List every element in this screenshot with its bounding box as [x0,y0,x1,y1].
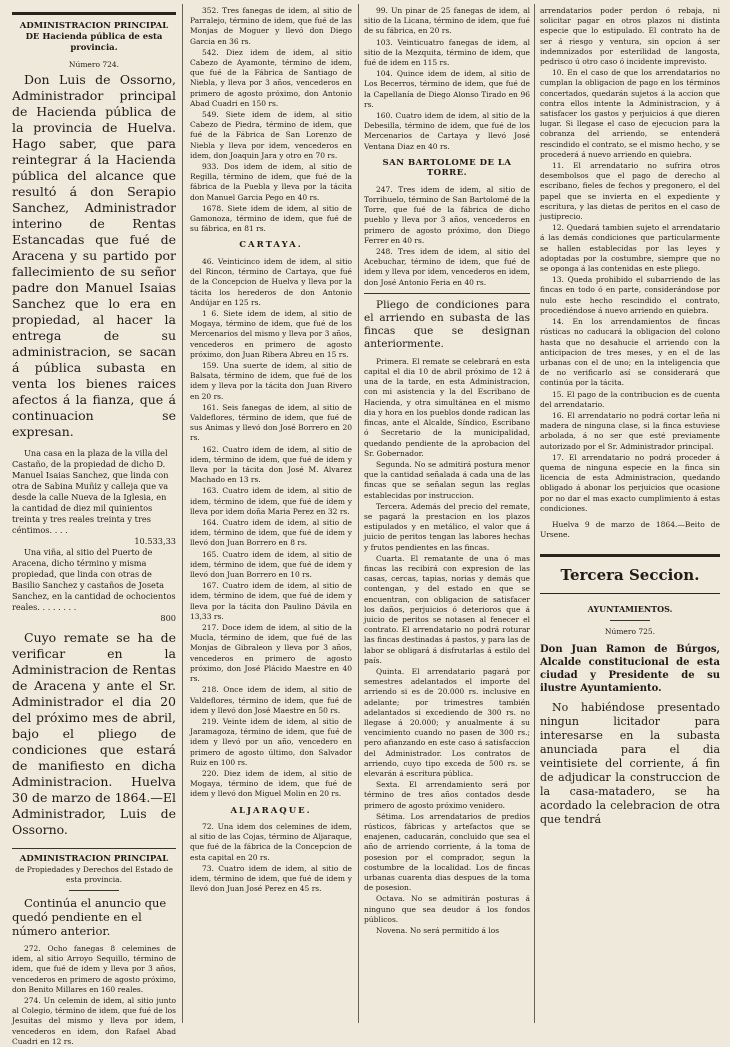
list-item: 219. Veinte idem de idem, al sitio de Jaramagoza, término de idem, que fué de idem y llevó por un año, vencedero en primero de agosto último, don Salvador Ruiz en 100 rs. [190,716,352,767]
section-header: AYUNTAMIENTOS. [587,604,673,615]
list-item: 99. Un pinar de 25 fanegas de idem, al sitio de la Licana, término de idem, que fué de su fábrica, en 20 rs. [364,6,530,36]
list-item: 220. Diez idem de idem, al sitio de Mogaya, término de idem, que fué de idem y llevó don Miguel Molin en 20 rs. [190,768,352,799]
condition-item: Cuarta. El rematante de una ó mas fincas las recibirá con expresion de las casas, cercas, tapias, norias y demás que contengan, y del estado en que se encuentran, con obligacion de satisfacer los daños, perjuicios ó deterioros que á juicio de peritos se notasen al fenecer el contrato. El arrendatario no podrá roturar las fincas destinadas á pastos, y para las de labor se obligará á disfrutarlas á estilo del país. [364,553,530,665]
section-header: ADMINISTRACION PRINCIPAL [19,854,169,864]
list-item: 542. Diez idem de idem, al sitio Cabezo de Ayamonte, término de idem, que fué de la Fábrica de Santiago de Niebla, y lleva por 3 años, vencederos en primero de agosto próximo, don Antonio Abad Cuadri en 150 rs. [190,47,352,108]
list-item: 103. Veinticuatro fanegas de idem, al sitio de la Mezquita, término de idem, que fué de idem en 115 rs. [364,37,530,68]
list-item: 162. Cuatro idem de idem, al sitio de idem, término de idem, que fué de idem y lleva por la tácita don José M. Alvarez Machado en 13 rs. [190,444,352,485]
section-header: ADMINISTRACION PRINCIPAL DE Hacienda pública de esta provincia. [19,21,169,53]
item-list [364,6,530,152]
condition-item: 17. El arrendatario no podrá proceder á quema de ninguna especie en la finca sin licencia de esta Administracion, quedando obligado á abonar los perjuicios que ocasione por no dar el mas exacto cumplimiento á estas condiciones. [540,452,720,513]
property-item: Una viña, al sitio del Puerto de Aracena, dicho término y misma propiedad, que linda con otras de Basilio Sanchez y castaños de Joseta Sanchez, en la cantidad de ochocientos reales. . . . . . . . [12,547,176,612]
condition-item: arrendatarios poder perdon ó rebaja, ni solicitar pagar en otros plazos ni distinta especie que lo estipulado. El contrato ha de ser á riesgo y ventura, sin opcion á ser indemnizados por esterilidad de langosta, pedrisco ú otro caso ó incidente imprevisto. [540,6,720,67]
section-title: Tercera Seccion. [560,566,700,585]
list-item: 1 6. Siete idem de idem, al sitio de Mogaya, término de idem, que fué de los Mercenarios del mismo y lleva por 3 años, vencederos en primero de agosto próximo, don Juan Ribera Abreu en 15 rs. [190,308,352,359]
condition-item: Sexta. El arrendamiento será por término de tres años contados desde primero de agosto próximo venidero. [364,780,530,810]
section-subheader: de Propiedades y Derechos del Estado de esta provincia. [15,865,173,884]
conditions-title: Pliego de condiciones para el arriendo en subasta de las fincas que se designan anteriormente. [364,298,530,350]
item-list [190,257,352,800]
list-item: 159. Una suerte de idem, al sitio de Balsata, término de idem, que fué de los idem y lleva por la tácita don Juan Rivero en 20 rs. [190,361,352,401]
list-item: 549. Siete idem de idem, al sitio Cabezo de Piedra, término de idem, que fué de la Fábrica de San Lorenzo de Niebla y lleva por idem, vencederos en idem, don Joaquin Jara y otro en 70 rs. [190,110,352,160]
item-list [12,944,176,1047]
list-item: 46. Veinticinco idem de idem, al sitio del Rincon, término de Cartaya, que fué de la Concepcion de Huelva y lleva por la tácita los herederos de don Antonio Andújar en 125 rs. [190,256,352,307]
divider [610,620,650,621]
list-item: 1678. Siete idem de idem, al sitio de Gamonoza, término de idem, que fué de su fábrica, en 81 rs. [190,203,352,234]
conditions-list [540,6,720,514]
continuation-note: Continúa el anuncio que quedó pendiente en el número anterior. [12,896,167,938]
condition-item: Tercera. Además del precio del remate, se pagará la prestacion en los plazos estipulados y en metálico, el valor que á juicio de peritos tengan las labores hechas y frutos pendientes en las fincas. [364,501,530,552]
property-item: Una casa en la plaza de la villa del Castaño, de la propiedad de dicho D. Manuel Isaias Sanchez, que linda con otra de Sabina Muñiz y calleja que va desde la calle Nueva de la Iglesia, en la cantidad de diez mil quinientos treinta y tres reales treinta y tres céntimos. . . . [12,448,169,535]
column-rule [182,4,183,1023]
item-list [190,822,352,894]
list-item: 247. Tres idem de idem, al sitio de Torrihuelo, término de San Bartolomé de la Torre, que fué de la fábrica de dicho pueblo y lleva por 3 años, vencederos en primero de agosto próximo, don Diego Ferrer en 40 rs. [364,184,530,245]
property-amount: 10.533,33 [134,536,176,546]
column-rule [534,4,535,1023]
town-heading: SAN BARTOLOME DE LA TORRE. [382,157,512,179]
announcement-body: No habiéndose presentado ningun licitador para interesarse en la subasta anunciada para el dia veintisiete del corriente, á fin de adjudicar la construccion de la casa-matadero, se ha acordado la celebracion de otra que tendrá [540,701,720,827]
town-heading: ALJARAQUE. [230,805,312,816]
closing-text: Cuyo remate se ha de verificar en la Administracion de Rentas de Aracena y ante el Sr. Administrador el dia 20 del próximo mes de abril, bajo el pliego de condiciones que estará de manifiesto en dicha Administracion. Huelva 30 de marzo de 1864.—El Administrador, Luis de Ossorno. [12,630,176,837]
list-item: 218. Once idem de idem, al sitio de Valdeflores, término de idem, que fué de idem y llevó don José Maestre en 50 rs. [190,685,352,715]
announcement-body: Don Luis de Ossorno, Administrador principal de Hacienda pública de la provincia de Huelva. Hago saber, que para reintegrar á la Hacienda pública del alcance que resultó á don Serapio Sanchez, Administrador interino de Rentas Estancadas que fué de Aracena y su partido por fallecimiento de su señor padre don Manuel Isaias Sanchez que lo era en propiedad, al hacer la entrega de su administracion, se sacan á pública subasta en venta los bienes raices afectos á la fianza, que á continuacion se expresan. [12,72,176,439]
condition-item: 14. En los arrendamientos de fincas rústicas no caducará la obligacion del colono hasta que no desahucie el arriendo con la anticipacion de tres meses, y en el de las urbanas con el de uno; en la inteligencia que de no verificarlo así se considerará que continúa por la tácita. [540,317,720,388]
divider [12,12,176,15]
list-item: 164. Cuatro idem de idem, al sitio de idem, término de idem, que fué de idem y llevó don Juan Borrero en 8 rs. [190,518,352,548]
condition-item: Quinta. El arrendatario pagará por semestres adelantados el importe del arriendo si es de 20.000 rs. inclusive en adelante; por trimestres también adelantados si excediendo de 300 rs. no llegase á 20.000; y anualmente á su vencimiento cuando no pasen de 300 rs.; pero afianzando en este caso á satisfaccion del Administrador. Los contratos de arriendo, cuyo tipo exceda de 500 rs. se elevarán á escritura pública. [364,666,530,778]
condition-item: 11. El arrendatario no sufrira otros desembolsos que el pago de derecho al escribano, fieles de fechos y pregonero, el del papel que se invierta en el expediente y escritura, y las dietas de peritos en el caso de justiprecio. [540,161,720,222]
condition-item: Sétima. Los arrendatarios de predios rústicos, fábricas y artefactos que se enajenen, caducarán, concluido que sea el año de arriendo corriente, á la toma de posesion por el comprador, segun la costumbre de la localidad. Los de fincas urbanas cuarenta dias despues de la toma de posesion. [364,811,530,893]
condition-item: Primera. El remate se celebrará en esta capital el dia 10 de abril próximo de 12 á una de la tarde, en esta Administracion, con mi asistencia y la del Escribano de Hacienda, y otra simultánea en el mismo dia y hora en los pueblos donde radican las fincas, ante el Alcalde, Síndico, Escribano ó Secretario de la municipalidad, quedando pendiente de la aprobacion del Sr. Gobernador. [364,356,530,458]
item-list [190,6,352,234]
condition-item: Octava. No se admitirán posturas á ninguno que sea deudor á los fondos públicos. [364,894,530,924]
list-item: 165. Cuatro idem de idem, al sitio de idem, término de idem, que fué de idem y llevó don Juan Borrero en 10 rs. [190,549,352,580]
condition-item: Novena. No será permitido á los [376,926,500,936]
list-item: 167. Cuatro idem de idem, al sitio de idem, término de idem, que fué de idem y lleva por la tácita don Paulino Dávila en 13,33 rs. [190,581,352,621]
condition-item: 16. El arrendatario no podrá cortar leña ni madera de ninguna clase, si la finca estuviese arbolada, á no ser que esté previamente autorizado por el Sr. Administrador principal. [540,410,720,451]
condition-item: 15. El pago de la contribucion es de cuenta del arrendatario. [540,389,720,409]
divider [12,848,176,849]
column-1 [12,6,176,1046]
list-item: 933. Dos idem de idem, al sitio de Regilla, término de idem, que fué de la fábrica de la Puebla y lleva por la tácita don Manuel Garcia Pego en 40 rs. [190,162,352,202]
list-item: 272. Ocho fanegas 8 celemines de idem, al sitio Arroyo Sequillo, término de idem, que fué de idem y lleva por 3 años, vencederos en primero de agosto próximo, don Benito Millares en 160 reales. [12,944,176,994]
town-heading: CARTAYA. [239,240,303,251]
property-list [12,448,176,624]
list-item: 161. Seis fanegas de idem, al sitio de Valdeflores, término de idem, que fué de sus Animas y llevó don José Borrero en 20 rs. [190,402,352,443]
property-amount: 800 [160,613,176,623]
condition-item: 13. Queda prohibido el subarriendo de las fincas en todo ó en parte, considerándose por nulo este hecho rescindido el contrato, procediéndose á nuevo arriendo en quiebra. [540,275,720,315]
notice-number: Número 725. [604,627,656,637]
item-list [364,185,530,288]
divider [540,593,720,594]
column-3 [364,6,530,1023]
list-item: 217. Doce idem de idem, al sitio de la Mucla, término de idem, que fué de las Monjas de Gibraleon y lleva por 3 años, vencederos en primero de agosto próximo, don José Plácido Maestre en 40 rs. [190,623,352,684]
column-4 [540,6,720,1023]
list-item: 73. Cuatro idem de idem, al sitio de idem, término de idem, que fué de idem y llevó don Juan José Perez en 45 rs. [190,863,352,894]
list-item: 160. Cuatro idem de idem, al sitio de la Debesilla, término de idem, que fué de los Mercenarios de Cartaya y llevó José Ventana Diaz en 40 rs. [364,111,530,151]
conditions-list [364,357,530,936]
column-rule [358,4,359,1023]
list-item: 163. Cuatro idem de idem, al sitio de idem, término de idem, que fué de idem y lleva por idem doña Maria Perez en 32 rs. [190,486,352,516]
condition-item: 12. Quedará tambien sujeto el arrendatario á las demás condiciones que particularmente se hallen establecidas por las leyes y adoptadas por la costumbre, siempre que no se oponga á las contenidas en este pliego. [540,223,720,274]
list-item: 104. Quince idem de idem, al sitio de Los Becerros, término de idem, que fué de la Capellanía de Diego Alonso Tirado en 96 rs. [364,69,530,109]
column-2 [190,6,352,1023]
notice-number: Número 724. [68,60,120,69]
list-item: 248. Tres idem de idem, al sitio del Acebuchar, término de idem, que fué de idem y lleva por idem, vencederos en idem, don José Antonio Feria en 40 rs. [364,247,530,287]
condition-item: Segunda. No se admitirá postura menor que la cantidad señalada á cada una de las fincas que se señalan segun las reglas establecidas por instruccion. [364,459,530,500]
divider [540,554,720,557]
divider [69,890,119,891]
condition-item: 10. En el caso de que los arrendatarios no cumplan la obligacion de pago en los términos concertados, quedarán sujetos á la accion que contra ellos intente la Administracion, y á satisfacer los gastos y perjuicios á que dieren lugar. Si llegase el caso de ejecucion para la cobranza del arriendo, se entenderá rescindido el contrato, se el mismo hecho, y se procederá á nuevo arriendo en quiebra. [540,68,720,159]
list-item: 72. Una idem dos celemines de idem, al sitio de las Cojas, término de Aljaraque, que fué de la fábrica de la Concepcion de esta capital en 20 rs. [190,822,352,862]
announcement-heading: Don Juan Ramon de Búrgos, Alcalde constitucional de esta ciudad y Presidente de su ilustre Ayuntamiento. [540,644,720,695]
divider [364,293,530,294]
list-item: 274. Un celemin de idem, al sitio junto al Colegio, término de idem, que fué de los Jesuitas del mismo y lleva por idem, vencederos en idem, don Rafael Abad Cuadri en 12 rs. [12,996,176,1046]
signature-line: Huelva 9 de marzo de 1864.—Beito de Ursene. [540,519,720,540]
list-item: 352. Tres fanegas de idem, al sitio de Parralejo, término de idem, que fué de las Monjas de Moguer y llevó don Diego Garcia en 36 rs. [190,6,352,46]
